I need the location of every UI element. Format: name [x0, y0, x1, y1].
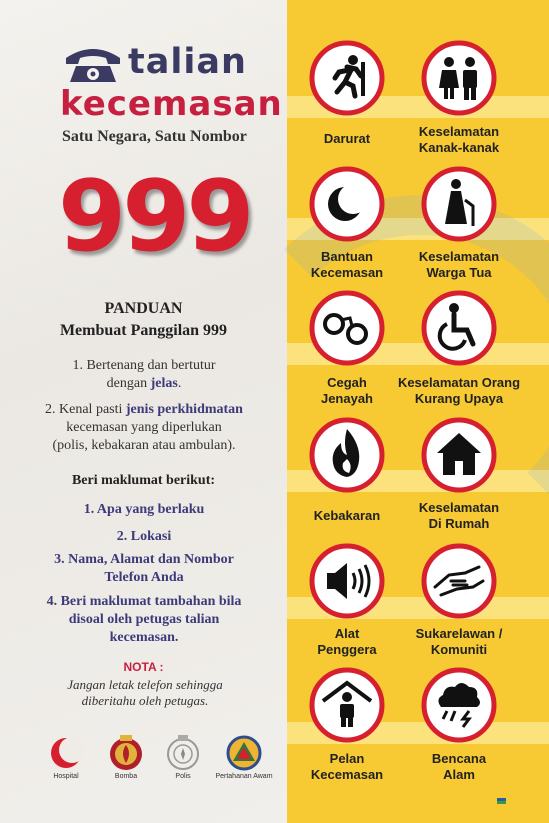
info-item: 3. Nama, Alamat dan Nombor	[54, 552, 234, 567]
step1-end: .	[177, 376, 182, 391]
info-item: disoal oleh petugas talian	[68, 612, 220, 627]
service-line2: Warga Tua	[426, 265, 492, 280]
service-line1: Alat	[334, 626, 360, 641]
service-line2: Jenayah	[320, 391, 374, 406]
service-line2: Di Rumah	[428, 516, 490, 531]
agency-label: Polis	[175, 773, 191, 780]
title-line2: kecemasan	[60, 84, 283, 124]
civil-defence-emblem-icon	[224, 733, 264, 773]
nota-text	[40, 677, 250, 709]
service-line1: Keselamatan	[418, 249, 500, 264]
service-line2: Penggera	[317, 642, 377, 657]
service-line1: Keselamatan	[418, 124, 500, 139]
info-item: 4. Beri maklumat tambahan bila	[46, 594, 242, 609]
service-line2: Alam	[443, 767, 475, 782]
service-line1: Darurat	[323, 131, 371, 146]
step2-line-b: kecemasan yang diperlukan	[66, 420, 222, 435]
service-label	[282, 508, 412, 524]
agency-label: Pertahanan Awam	[215, 773, 273, 780]
telephone-icon	[62, 44, 124, 84]
wheelchair-icon	[421, 290, 497, 366]
service-line2: Kanak-kanak	[418, 140, 500, 155]
red-crescent-icon	[46, 733, 86, 773]
title-line1: talian	[128, 42, 247, 82]
info-item: 2. Lokasi	[116, 529, 172, 544]
handshake-icon	[421, 543, 497, 619]
crescent-icon	[309, 166, 385, 242]
guide-title: PANDUAN	[104, 300, 183, 317]
service-label	[394, 626, 524, 658]
agency-label: Hospital	[53, 773, 79, 780]
service-label	[282, 751, 412, 783]
children-icon	[421, 40, 497, 116]
service-line1: Pelan	[329, 751, 365, 766]
flag-icon	[497, 791, 506, 797]
service-label	[282, 375, 412, 407]
service-line1: Keselamatan Orang	[397, 375, 521, 390]
service-line2: Komuniti	[430, 642, 488, 657]
speaker-alarm-icon	[309, 543, 385, 619]
house-icon	[421, 417, 497, 493]
step2-line-a: 2. Kenal pasti	[45, 402, 126, 417]
tagline: Satu Negara, Satu Nombor	[62, 128, 247, 145]
step2-line-c: (polis, kebakaran atau ambulan).	[52, 438, 236, 453]
service-label	[394, 751, 524, 783]
info-item: kecemasan.	[109, 630, 179, 645]
service-label	[394, 249, 524, 281]
service-line2: Kurang Upaya	[414, 391, 504, 406]
service-label	[282, 249, 412, 281]
police-emblem-icon	[163, 733, 203, 773]
fire-department-emblem-icon	[106, 733, 146, 773]
elderly-person-icon	[421, 166, 497, 242]
running-person-icon	[309, 40, 385, 116]
nota-line1: Jangan letak telefon sehingga	[67, 677, 223, 692]
step2	[20, 401, 268, 455]
service-line1: Bencana	[431, 751, 487, 766]
service-line1: Kebakaran	[313, 508, 381, 523]
service-label	[282, 131, 412, 147]
step1-line-a: 1. Bertenang dan bertutur	[72, 358, 216, 373]
service-label	[282, 626, 412, 658]
info-item: Telefon Anda	[104, 570, 184, 585]
service-line1: Bantuan	[321, 249, 373, 264]
step1-highlight: jelas	[150, 376, 178, 391]
step1	[20, 357, 268, 393]
handcuffs-icon	[309, 290, 385, 366]
step1-line-b: dengan	[106, 376, 151, 391]
step2-highlight: jenis perkhidmatan	[125, 402, 243, 417]
service-label	[394, 124, 524, 156]
nota-title: NOTA :	[123, 660, 164, 674]
agency-label: Bomba	[114, 773, 138, 780]
service-label	[394, 375, 524, 407]
fire-icon	[309, 417, 385, 493]
service-line1: Cegah	[327, 375, 367, 390]
service-line2: Kecemasan	[310, 767, 384, 782]
guide-subtitle: Membuat Panggilan 999	[59, 322, 228, 339]
info-item: 1. Apa yang berlaku	[83, 502, 205, 517]
shelter-person-icon	[309, 667, 385, 743]
storm-cloud-icon	[421, 667, 497, 743]
service-line2: Kecemasan	[310, 265, 384, 280]
service-line1: Sukarelawan /	[415, 626, 503, 641]
info-title: Beri maklumat berikut:	[71, 473, 216, 488]
service-line1: Keselamatan	[418, 500, 500, 515]
nota-line2: diberitahu oleh petugas.	[81, 693, 209, 708]
service-label	[394, 500, 524, 532]
emergency-number: 999	[58, 160, 251, 274]
